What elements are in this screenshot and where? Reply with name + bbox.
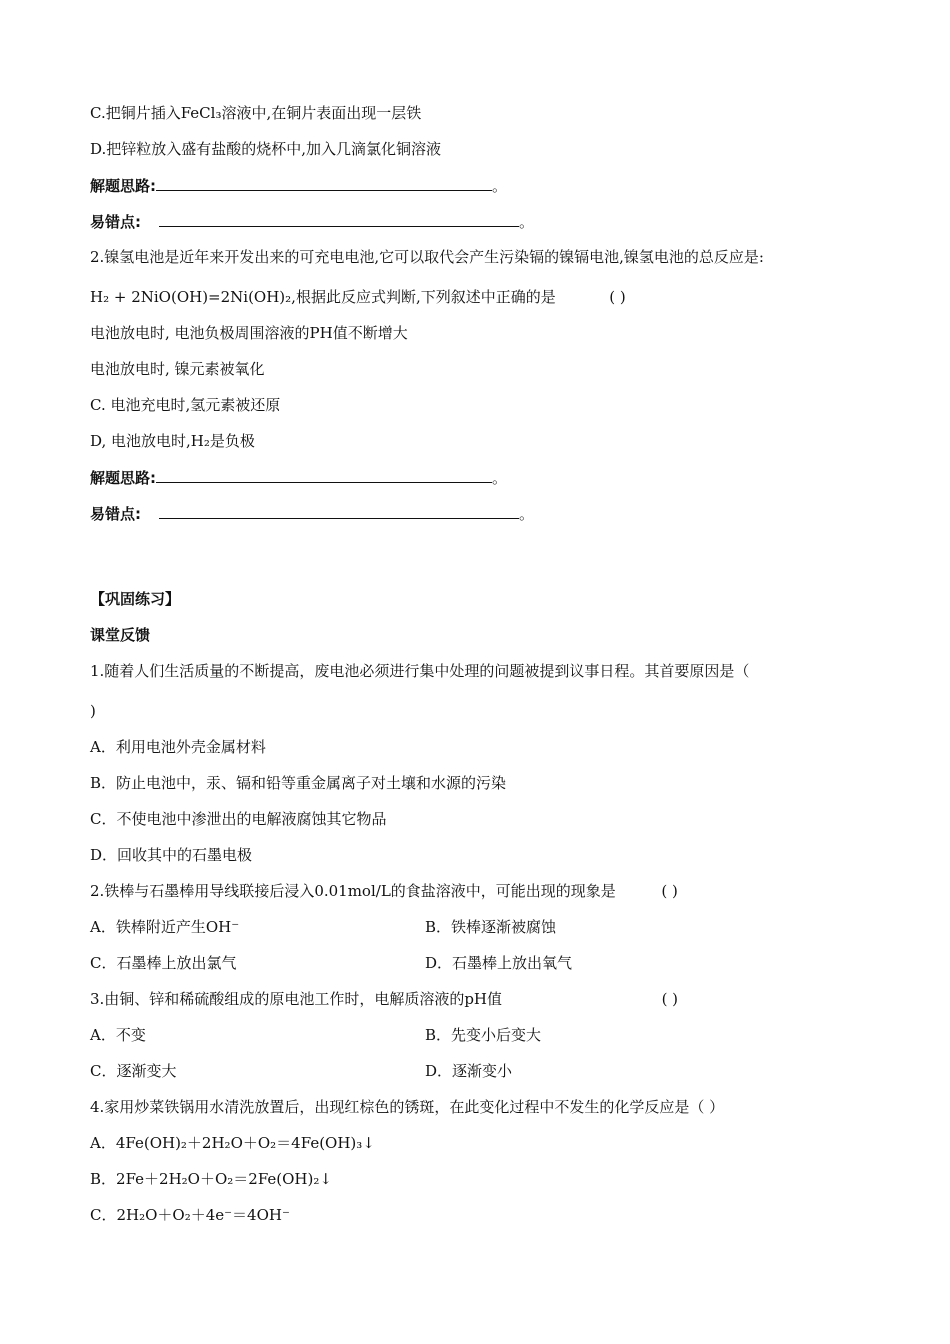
p1-option-b: B．防止电池中，汞、镉和铅等重金属离子对土壤和水源的污染 <box>90 774 507 792</box>
p1-stem: 1.随着人们生活质量的不断提高，废电池必须进行集中处理的问题被提到议事日程。其首要原因是（ <box>90 662 750 680</box>
p4-stem: 4.家用炒菜铁锅用水清洗放置后，出现红棕色的锈斑，在此变化过程中不发生的化学反应是（ ） <box>90 1098 725 1116</box>
q1-option-c: C.把铜片插入FeCl₃溶液中,在铜片表面出现一层铁 <box>90 104 422 122</box>
error-blank[interactable] <box>159 211 519 227</box>
hint-blank[interactable] <box>156 467 492 483</box>
p1-stem-end: ) <box>90 702 96 720</box>
q2-answer-paren[interactable]: ( ) <box>609 288 626 306</box>
p2-option-a: A．铁棒附近产生OH⁻ <box>90 918 240 936</box>
q2-equation-row <box>90 287 626 307</box>
p1-option-d: D．回收其中的石墨电极 <box>90 846 253 864</box>
q2-option-b: 电池放电时, 镍元素被氧化 <box>90 360 265 378</box>
p3-option-c: C．逐渐变大 <box>90 1062 177 1080</box>
error-blank[interactable] <box>159 503 519 519</box>
error-label: 易错点: <box>90 505 141 523</box>
q1-option-d: D.把锌粒放入盛有盐酸的烧杯中,加入几滴氯化铜溶液 <box>90 140 442 158</box>
q2-option-c: C. 电池充电时,氢元素被还原 <box>90 396 281 414</box>
p3-option-d: D．逐渐变小 <box>425 1062 513 1080</box>
q1-hint-row <box>90 175 507 196</box>
p2-option-d: D．石墨棒上放出氧气 <box>425 954 573 972</box>
error-label: 易错点: <box>90 213 141 231</box>
p2-option-b: B．铁棒逐渐被腐蚀 <box>425 918 557 936</box>
q2-option-d: D, 电池放电时,H₂是负极 <box>90 432 255 450</box>
error-end: 。 <box>519 213 535 231</box>
p1-option-a: A．利用电池外壳金属材料 <box>90 738 266 756</box>
p3-option-b: B．先变小后变大 <box>425 1026 542 1044</box>
hint-label: 解题思路: <box>90 177 156 195</box>
q1-error-row <box>90 211 534 232</box>
q2-option-a: 电池放电时, 电池负极周围溶液的PH值不断增大 <box>90 324 408 342</box>
error-end: 。 <box>519 505 535 523</box>
p3-stem-row <box>90 989 678 1009</box>
p1-option-c: C．不使电池中渗泄出的电解液腐蚀其它物品 <box>90 810 387 828</box>
p4-option-c: C．2H₂O＋O₂＋4e⁻＝4OH⁻ <box>90 1206 290 1224</box>
q2-equation: H₂ + 2NiO(OH)=2Ni(OH)₂,根据此反应式判断,下列叙述中正确的是 <box>90 288 556 306</box>
q2-error-row <box>90 503 534 524</box>
p3-stem: 3.由铜、锌和稀硫酸组成的原电池工作时，电解质溶液的pH值 <box>90 990 502 1008</box>
q2-hint-row <box>90 467 507 488</box>
hint-end: 。 <box>492 177 508 195</box>
p4-option-a: A．4Fe(OH)₂＋2H₂O＋O₂＝4Fe(OH)₃↓ <box>90 1134 375 1152</box>
hint-end: 。 <box>492 469 508 487</box>
p4-option-b: B．2Fe＋2H₂O＋O₂＝2Fe(OH)₂↓ <box>90 1170 332 1188</box>
p3-answer-paren[interactable]: ( ) <box>661 990 679 1008</box>
p2-option-c: C．石墨棒上放出氯气 <box>90 954 237 972</box>
p2-options-row1 <box>90 917 239 937</box>
hint-label: 解题思路: <box>90 469 156 487</box>
hint-blank[interactable] <box>156 175 492 191</box>
p3-option-a: A．不变 <box>90 1026 146 1044</box>
p2-stem: 2.铁棒与石墨棒用导线联接后浸入0.01mol/L的食盐溶液中，可能出现的现象是 <box>90 882 616 900</box>
q2-stem: 2.镍氢电池是近年来开发出来的可充电电池,它可以取代会产生污染镉的镍镉电池,镍氢电池的总反应是: <box>90 248 764 266</box>
section-title: 【巩固练习】 <box>90 590 181 608</box>
p2-answer-paren[interactable]: ( ) <box>661 882 678 900</box>
p2-stem-row <box>90 881 678 901</box>
section-subtitle: 课堂反馈 <box>90 626 151 644</box>
